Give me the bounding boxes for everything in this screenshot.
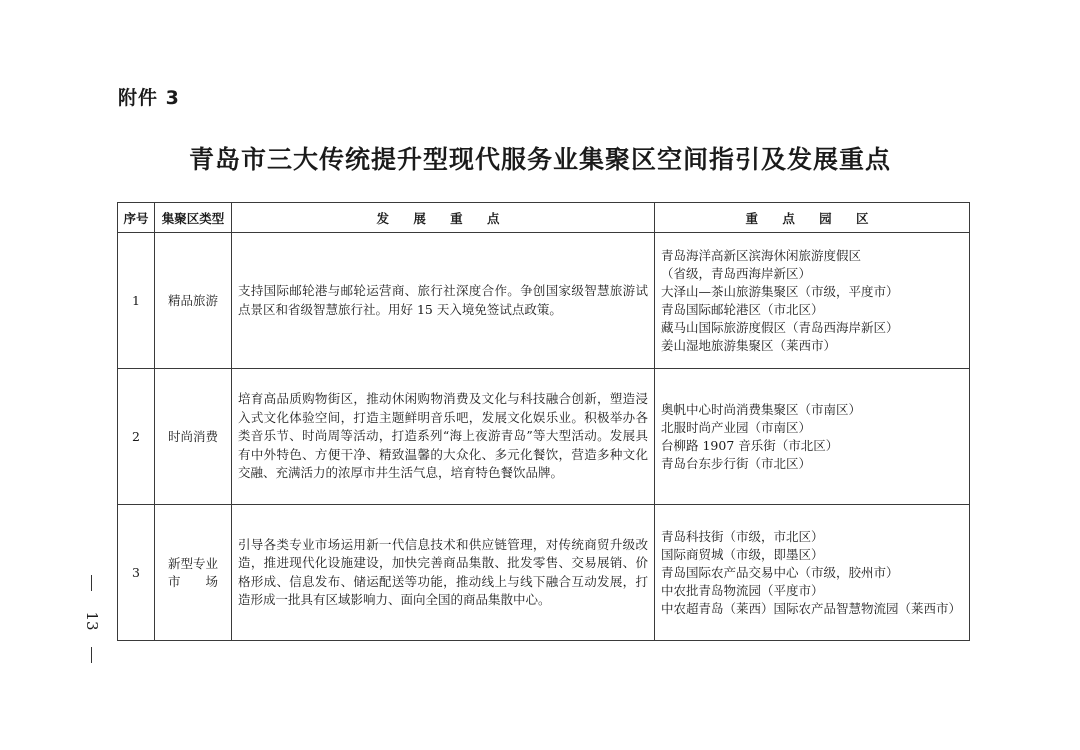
row-type: 时尚消费 — [155, 369, 232, 505]
park-item: （省级，青岛西海岸新区） — [661, 265, 812, 281]
park-item: 姜山湿地旅游集聚区（莱西市） — [661, 337, 837, 353]
header-focus: 发 展 重 点 — [232, 203, 655, 233]
row-parks — [655, 233, 970, 369]
table-row — [118, 233, 970, 369]
attachment-label: 附件 3 — [118, 87, 180, 109]
page-number-marker — [72, 575, 112, 665]
table-header-row — [118, 203, 970, 233]
park-item: 中农超青岛（莱西）国际农产品智慧物流园（莱西市） — [661, 600, 962, 616]
park-item: 大泽山—茶山旅游集聚区（市级，平度市） — [661, 283, 899, 299]
page-number: 13 — [83, 611, 101, 631]
park-item: 青岛国际邮轮港区（市北区） — [661, 301, 824, 317]
row-type-line1: 新型专业 — [167, 555, 218, 571]
page-number-dash-top — [91, 575, 92, 591]
row-focus: 引导各类专业市场运用新一代信息技术和供应链管理，对传统商贸升级改造，推进现代化设施建设，加快完善商品集散、批发零售、交易展销、价格形成、信息发布、储运配送等功能，推动线上与线下融合互动发展，打造形成一批具有区域影响力、面向全国的商品集散中心。 — [232, 505, 655, 641]
header-parks: 重 点 园 区 — [655, 203, 970, 233]
header-seq: 序号 — [118, 203, 155, 233]
row-seq: 1 — [118, 233, 155, 369]
row-parks — [655, 369, 970, 505]
park-item: 青岛海洋高新区滨海休闲旅游度假区 — [661, 247, 862, 263]
row-type-line2: 市 场 — [167, 573, 218, 589]
row-seq: 3 — [118, 505, 155, 641]
row-parks — [655, 505, 970, 641]
park-item: 藏马山国际旅游度假区（青岛西海岸新区） — [661, 319, 899, 335]
row-focus: 支持国际邮轮港与邮轮运营商、旅行社深度合作。争创国家级智慧旅游试点景区和省级智慧旅行社。用好 15 天入境免签试点政策。 — [232, 233, 655, 369]
page-number-dash-bottom — [91, 647, 92, 663]
row-type — [155, 505, 232, 641]
row-seq: 2 — [118, 369, 155, 505]
park-item: 青岛台东步行街（市北区） — [661, 455, 812, 471]
park-item: 奥帆中心时尚消费集聚区（市南区） — [661, 401, 862, 417]
park-item: 国际商贸城（市级，即墨区） — [661, 546, 824, 562]
park-item: 中农批青岛物流园（平度市） — [661, 582, 824, 598]
park-item: 北服时尚产业园（市南区） — [661, 419, 812, 435]
row-type: 精品旅游 — [155, 233, 232, 369]
table-row — [118, 369, 970, 505]
table-row — [118, 505, 970, 641]
park-item: 青岛科技街（市级，市北区） — [661, 528, 824, 544]
header-type: 集聚区类型 — [155, 203, 232, 233]
park-item: 台柳路 1907 音乐街（市北区） — [661, 437, 839, 453]
park-item: 青岛国际农产品交易中心（市级，胶州市） — [661, 564, 899, 580]
document-title: 青岛市三大传统提升型现代服务业集聚区空间指引及发展重点 — [188, 145, 891, 174]
cluster-table — [117, 202, 970, 641]
row-focus: 培育高品质购物街区，推动休闲购物消费及文化与科技融合创新，塑造浸入式文化体验空间，打造主题鲜明音乐吧，发展文化娱乐业。积极举办各类音乐节、时尚周等活动，打造系列“海上夜游青岛”等大型活动。发展具有中外特色、方便干净、精致温馨的大众化、多元化餐饮，营造多种文化交融、充满活力的浓厚市井生活气息，培育特色餐饮品牌。 — [232, 369, 655, 505]
